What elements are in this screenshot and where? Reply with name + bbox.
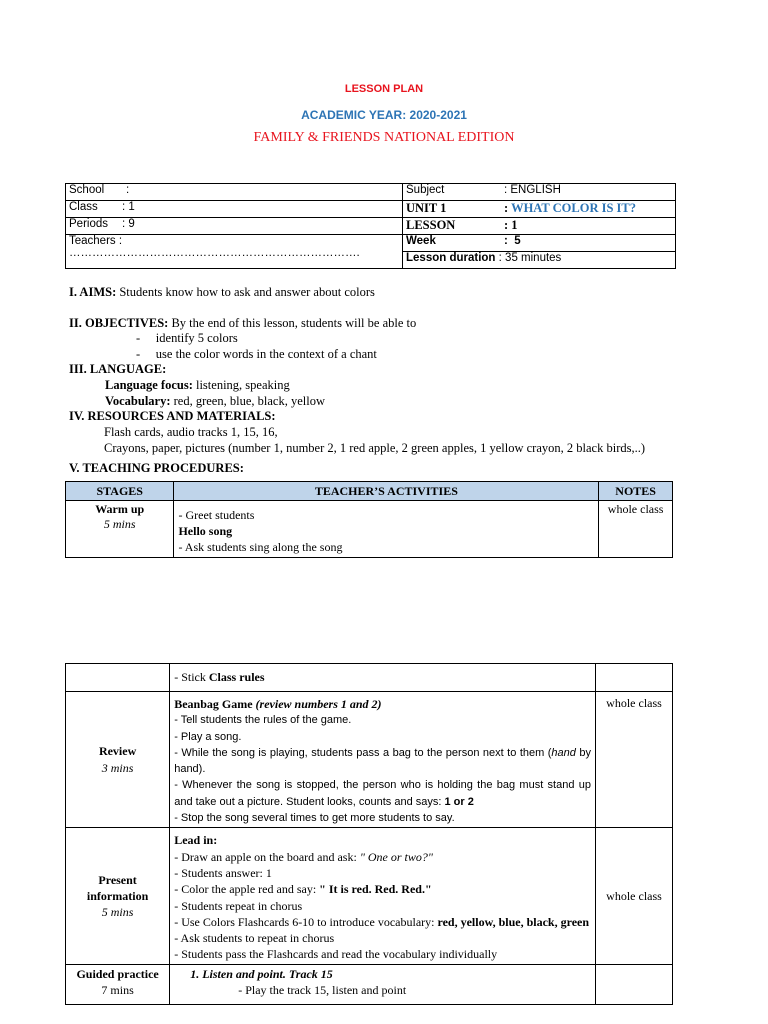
stages-header: STAGES	[66, 482, 174, 501]
warmup-activities: - Greet students Hello song - Ask students sing along the song	[174, 501, 599, 558]
empty-note-cell	[596, 664, 673, 692]
vocabulary: Vocabulary: red, green, blue, black, yellow	[105, 394, 325, 408]
language-focus: Language focus: listening, speaking	[105, 378, 290, 392]
objective-item: - identify 5 colors	[136, 331, 238, 345]
warmup-stage: Warm up 5 mins	[66, 501, 174, 558]
school-cell: School :	[66, 184, 403, 201]
warmup-notes: whole class	[599, 501, 673, 558]
language-heading: III. LANGUAGE:	[69, 362, 167, 376]
class-cell: Class : 1	[66, 201, 403, 218]
lesson-cell: LESSON : 1	[403, 218, 676, 235]
aims-section: I. AIMS: Students know how to ask and answer about colors	[69, 285, 375, 299]
guided-stage: Guided practice 7 mins	[66, 964, 170, 1004]
academic-year-title: ACADEMIC YEAR: 2020-2021	[301, 108, 467, 122]
lesson-plan-title: LESSON PLAN	[344, 83, 424, 95]
unit-cell: UNIT 1 : WHAT COLOR IS IT?	[403, 201, 676, 218]
periods-cell: Periods : 9	[66, 218, 403, 235]
resources-line: Crayons, paper, pictures (number 1, number 2, 1 red apple, 2 green apples, 1 yellow crayon, 2 black birds,..)	[104, 441, 646, 455]
stick-rules-cell: - Stick Class rules	[170, 664, 596, 692]
procedures-table	[65, 481, 673, 558]
review-notes: whole class	[596, 692, 673, 828]
guided-activities: 1. Listen and point. Track 15 - Play the track 15, listen and point	[170, 964, 596, 1004]
present-notes: whole class	[596, 828, 673, 964]
notes-header: NOTES	[599, 482, 673, 501]
duration-cell: Lesson duration : 35 minutes	[403, 252, 676, 269]
edition-title: FAMILY & FRIENDS NATIONAL EDITION	[253, 130, 515, 145]
objective-item: - use the color words in the context of a chant	[136, 347, 377, 361]
present-activities: Lead in: - Draw an apple on the board and ask: " One or two?" - Students answer: 1 - Color the apple red and say: " It is red. Red. Red." - Students repeat in chorus - Use Colors Flashcards 6-10 to introduce vocabulary: red, yellow, blue, black, green - Ask students to repeat in chorus - Students pass the Flashcards and read the vocabulary individually	[170, 828, 596, 964]
present-stage: Present information 5 mins	[66, 828, 170, 964]
activities-header: TEACHER’S ACTIVITIES	[174, 482, 599, 501]
resources-line: Flash cards, audio tracks 1, 15, 16,	[104, 425, 278, 439]
guided-notes	[596, 964, 673, 1004]
review-stage: Review 3 mins	[66, 692, 170, 828]
info-table	[65, 183, 676, 269]
week-cell: Week : 5	[403, 235, 676, 252]
unit-title: WHAT COLOR IS IT?	[511, 201, 636, 215]
procedures-table-continued	[65, 663, 673, 1005]
teachers-cell: Teachers : ………………………………………………………………….	[66, 235, 403, 269]
review-activities: Beanbag Game (review numbers 1 and 2) - Tell students the rules of the game. - Play a song. - While the song is playing, students pass a bag to the person next to them (hand by hand). - Whenever the song is stopped, the person who is holding the bag must stand up and take out a picture. Student looks, counts and says: 1 or 2 - Stop the song several times to get more students to say.	[170, 692, 596, 828]
empty-stage-cell	[66, 664, 170, 692]
objectives-section: II. OBJECTIVES: By the end of this lesson, students will be able to	[69, 316, 417, 330]
subject-cell: Subject : ENGLISH	[403, 184, 676, 201]
procedures-heading: V. TEACHING PROCEDURES:	[69, 461, 244, 475]
resources-heading: IV. RESOURCES AND MATERIALS:	[69, 409, 276, 423]
